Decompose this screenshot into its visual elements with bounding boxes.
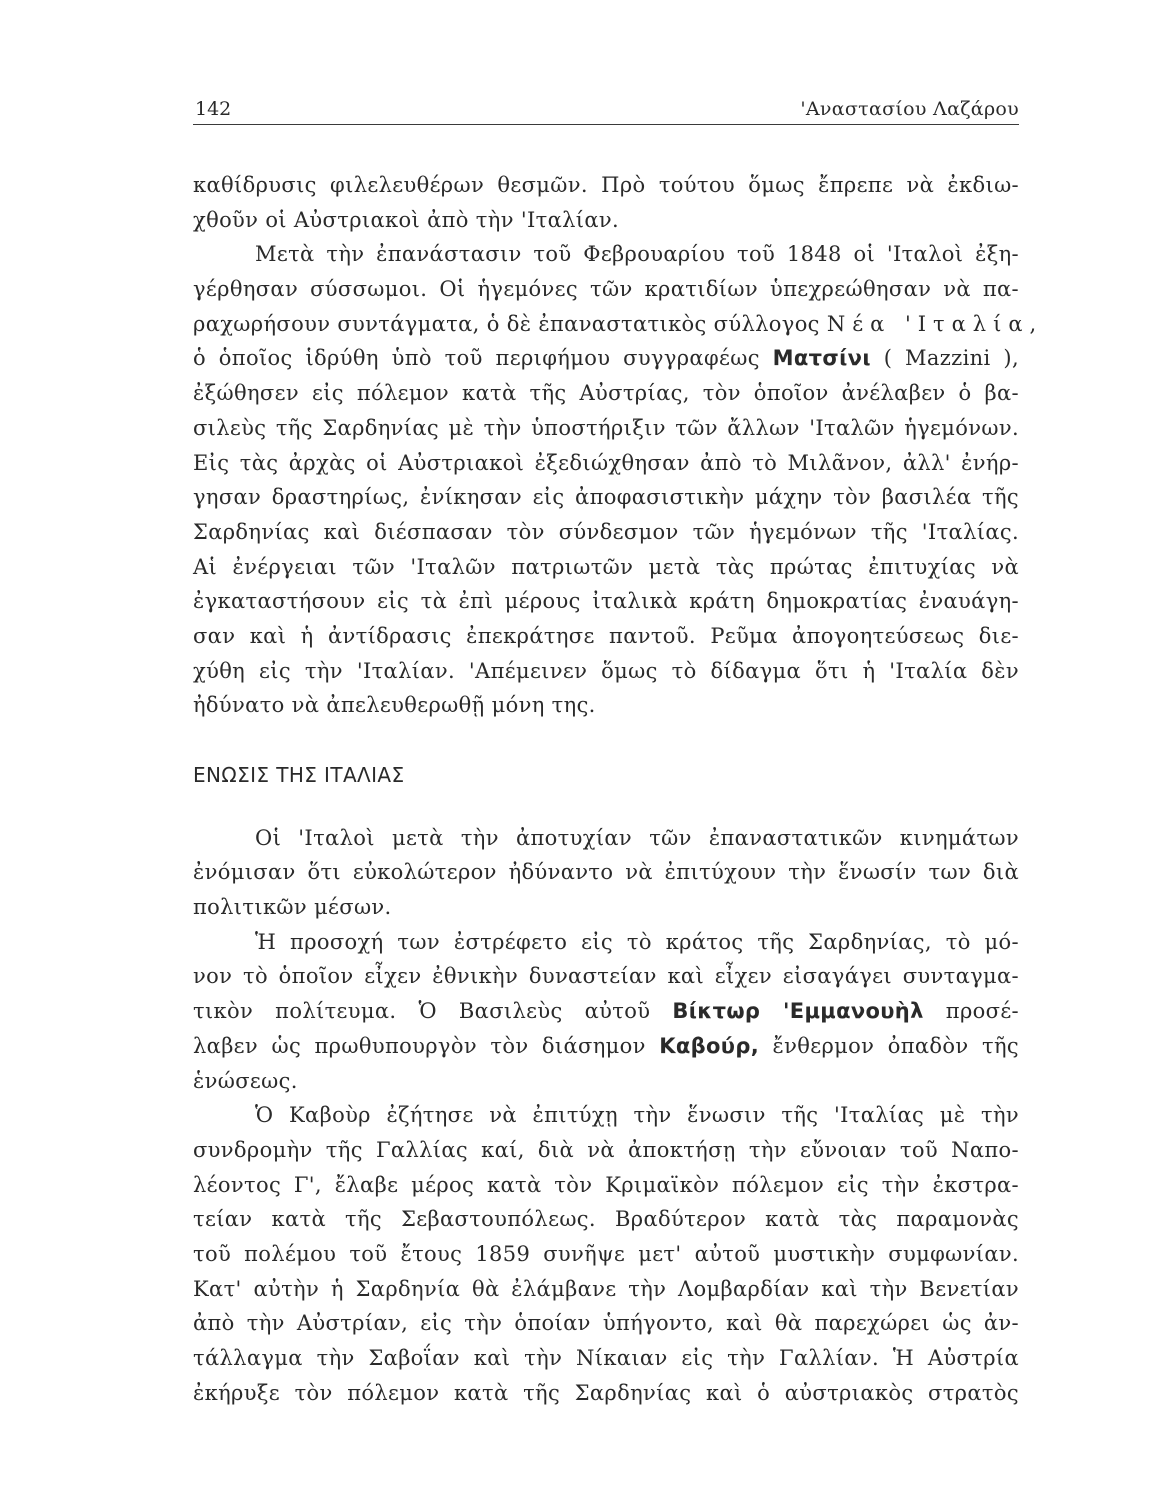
text-line: σιλεὺς τῆς Σαρδηνίας μὲ τὴν ὑποστήριξιν τῶν ἄλλων 'Ιταλῶν ἡγεμόνων.: [193, 415, 1019, 440]
text-line: Ὁ Καβοὺρ ἐζήτησε νὰ ἐπιτύχῃ τὴν ἕνωσιν τῆς 'Ιταλίας μὲ τὴν: [255, 1103, 1019, 1128]
bold-name: Καβούρ,: [659, 1033, 760, 1058]
text-line: λέοντος Γ', ἔλαβε μέρος κατὰ τὸν Κριμαϊκὸν πόλεμον εἰς τὴν ἐκστρα-: [193, 1172, 1019, 1197]
text-line: γέρθησαν σύσσωμοι. Οἱ ἡγεμόνες τῶν κρατιδίων ὑπεχρεώθησαν νὰ πα-: [193, 277, 1019, 302]
text-line: Σαρδηνίας καὶ διέσπασαν τὸν σύνδεσμον τῶν ἡγεμόνων τῆς 'Ιταλίας.: [193, 519, 1019, 544]
spaced-name: Νέα 'Ιταλία,: [826, 311, 1044, 336]
text-fragment: ( Mazzini ),: [883, 346, 1019, 371]
bold-name: Ματσίνι: [772, 346, 871, 371]
text-line: [193, 307, 1044, 342]
text-fragment: ἔνθερμον ὀπαδὸν τῆς: [772, 1033, 1019, 1058]
text-line: χύθη εἰς τὴν 'Ιταλίαν. 'Απέμεινεν ὅμως τὸ δίδαγμα ὅτι ἡ 'Ιταλία δὲν: [193, 658, 1019, 683]
text-line: ἐκήρυξε τὸν πόλεμον κατὰ τῆς Σαρδηνίας καὶ ὁ αὐστριακὸς στρατὸς: [193, 1380, 1019, 1405]
text-line: Αἱ ἐνέργειαι τῶν 'Ιταλῶν πατριωτῶν μετὰ τὰς πρώτας ἐπιτυχίας νὰ: [193, 554, 1019, 579]
text-fragment: ὁ ὁποῖος ἱδρύθη ὑπὸ τοῦ περιφήμου συγγραφέως: [193, 346, 760, 371]
text-line: ἑνώσεως.: [193, 1068, 298, 1093]
text-line: Μετὰ τὴν ἐπανάστασιν τοῦ Φεβρουαρίου τοῦ 1848 οἱ 'Ιταλοὶ ἐξη-: [255, 242, 1019, 267]
body-text: [193, 168, 1044, 1410]
text-fragment: ραχωρήσουν συντάγματα, ὁ δὲ ἐπαναστατικὸς σύλλογος: [193, 311, 820, 336]
text-line: [193, 994, 1019, 1029]
text-line: [193, 1029, 1019, 1064]
section-heading: ΕΝΩΣΙΣ ΤΗΣ ΙΤΑΛΙΑΣ: [193, 763, 405, 787]
text-line: Οἱ 'Ιταλοὶ μετὰ τὴν ἀποτυχίαν τῶν ἐπαναστατικῶν κινημάτων: [255, 825, 1019, 850]
text-line: Ἡ προσοχή των ἐστρέφετο εἰς τὸ κράτος τῆς Σαρδηνίας, τὸ μό-: [255, 929, 1019, 954]
text-fragment: τικὸν πολίτευμα. Ὁ Βασιλεὺς αὐτοῦ: [193, 999, 651, 1024]
text-line: γησαν δραστηρίως, ἐνίκησαν εἰς ἀποφασιστικὴν μάχην τὸν βασιλέα τῆς: [193, 485, 1019, 510]
text-line: [193, 341, 1019, 376]
text-line: χθοῦν οἱ Αὐστριακοὶ ἀπὸ τὴν 'Ιταλίαν.: [193, 207, 620, 232]
text-line: ἐνόμισαν ὅτι εὐκολώτερον ἠδύναντο νὰ ἐπιτύχουν τὴν ἕνωσίν των διὰ: [193, 860, 1019, 885]
text-line: Εἰς τὰς ἀρχὰς οἱ Αὐστριακοὶ ἐξεδιώχθησαν ἀπὸ τὸ Μιλᾶνον, ἀλλ' ἐνήρ-: [193, 450, 1019, 475]
running-head: 'Αναστασίου Λαζάρου: [800, 98, 1019, 120]
page-number: 142: [195, 98, 232, 120]
text-line: Κατ' αὐτὴν ἡ Σαρδηνία θὰ ἐλάμβανε τὴν Λομβαρδίαν καὶ τὴν Βενετίαν: [193, 1276, 1019, 1301]
text-fragment: λαβεν ὡς πρωθυπουργὸν τὸν διάσημον: [193, 1033, 646, 1058]
text-line: σαν καὶ ἡ ἀντίδρασις ἐπεκράτησε παντοῦ. Ρεῦμα ἀπογοητεύσεως διε-: [193, 623, 1019, 648]
text-line: ἐγκαταστήσουν εἰς τὰ ἐπὶ μέρους ἰταλικὰ κράτη δημοκρατίας ἐναυάγη-: [193, 589, 1019, 614]
text-line: ἐξώθησεν εἰς πόλεμον κατὰ τῆς Αὐστρίας, τὸν ὁποῖον ἀνέλαβεν ὁ βα-: [193, 381, 1019, 406]
text-line: τείαν κατὰ τῆς Σεβαστουπόλεως. Βραδύτερον κατὰ τὰς παραμονὰς: [193, 1207, 1019, 1232]
text-line: τοῦ πολέμου τοῦ ἔτους 1859 συνῆψε μετ' αὐτοῦ μυστικὴν συμφωνίαν.: [193, 1241, 1019, 1266]
text-line: ἠδύνατο νὰ ἀπελευθερωθῇ μόνη της.: [193, 693, 596, 718]
text-line: νον τὸ ὁποῖον εἶχεν ἐθνικὴν δυναστείαν καὶ εἶχεν εἰσαγάγει συνταγμα-: [193, 964, 1019, 989]
text-fragment: προσέ-: [945, 999, 1019, 1024]
text-line: πολιτικῶν μέσων.: [193, 895, 392, 920]
text-line: τάλλαγμα τὴν Σαβοΐαν καὶ τὴν Νίκαιαν εἰς τὴν Γαλλίαν. Ἡ Αὐστρία: [193, 1346, 1019, 1371]
text-line: ἀπὸ τὴν Αὐστρίαν, εἰς τὴν ὁποίαν ὑπήγοντο, καὶ θὰ παρεχώρει ὡς ἀν-: [193, 1311, 1019, 1336]
page-header: [193, 98, 1019, 125]
bold-name: Βίκτωρ 'Εμμανουὴλ: [672, 999, 924, 1024]
text-line: καθίδρυσις φιλελευθέρων θεσμῶν. Πρὸ τούτου ὅμως ἔπρεπε νὰ ἐκδιω-: [193, 173, 1019, 197]
text-line: συνδρομὴν τῆς Γαλλίας καί, διὰ νὰ ἀποκτήσῃ τὴν εὔνοιαν τοῦ Ναπο-: [193, 1137, 1019, 1162]
